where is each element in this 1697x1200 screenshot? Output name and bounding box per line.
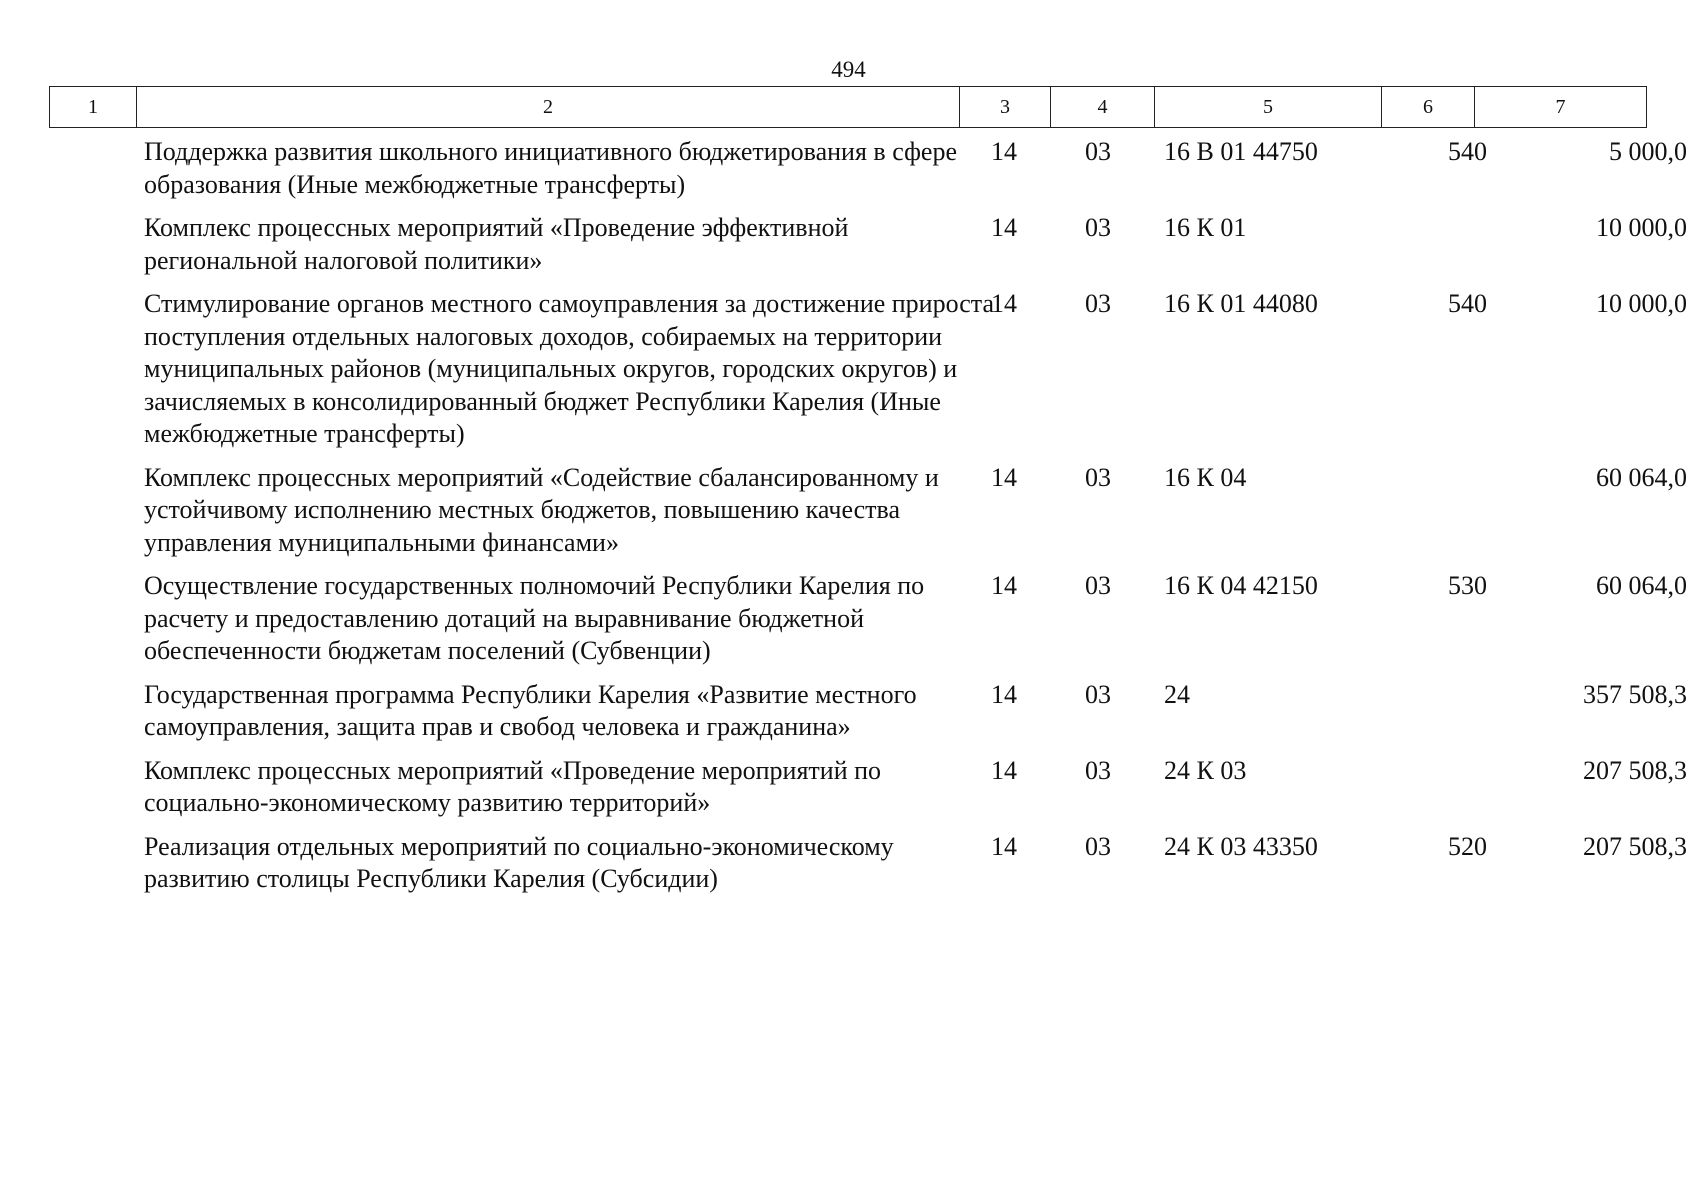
row-description: Комплекс процессных мероприятий «Проведение эффективной региональной налоговой политики» xyxy=(144,213,849,275)
row-subsection-code: 03 xyxy=(1085,289,1111,318)
row-target-article: 16 К 01 44080 xyxy=(1164,289,1318,318)
row-expense-type: 540 xyxy=(1448,137,1487,166)
row-target-article: 16 К 01 xyxy=(1164,213,1247,242)
header-col-7: 7 xyxy=(1475,87,1647,128)
header-col-2: 2 xyxy=(137,87,960,128)
row-target-article: 16 К 04 42150 xyxy=(1164,571,1318,600)
row-target-article: 16 В 01 44750 xyxy=(1164,137,1318,166)
row-amount: 207 508,3 xyxy=(1583,831,1687,861)
row-section-code: 14 xyxy=(991,462,1017,492)
row-description: Комплекс процессных мероприятий «Проведение мероприятий по социально-экономическому развитию территорий» xyxy=(144,755,882,817)
budget-table-body xyxy=(49,136,1687,907)
row-amount: 60 064,0 xyxy=(1596,462,1687,492)
row-subsection-code: 03 xyxy=(1085,571,1111,600)
table-row xyxy=(49,136,1687,212)
table-row xyxy=(49,831,1687,907)
row-subsection-code: 03 xyxy=(1085,137,1111,166)
row-target-article: 24 xyxy=(1164,679,1190,709)
row-target-article: 16 К 04 xyxy=(1164,462,1247,492)
row-section-code: 14 xyxy=(991,213,1017,242)
row-amount: 60 064,0 xyxy=(1596,571,1687,600)
row-amount: 207 508,3 xyxy=(1583,755,1687,785)
row-description: Государственная программа Республики Карелия «Развитие местного самоуправления, защита прав и свобод человека и гражданина» xyxy=(144,679,917,741)
row-description: Осуществление государственных полномочий Республики Карелия по расчету и предоставлению дотаций на выравнивание бюджетной обеспеченности бюджетам поселений (Субвенции) xyxy=(144,571,925,665)
row-description: Реализация отдельных мероприятий по социально-экономическому развитию столицы Республики Карелия (Субсидии) xyxy=(144,831,894,893)
row-section-code: 14 xyxy=(991,571,1017,600)
row-subsection-code: 03 xyxy=(1085,755,1111,785)
row-subsection-code: 03 xyxy=(1085,831,1111,861)
column-number-header xyxy=(49,86,1647,128)
row-section-code: 14 xyxy=(991,755,1017,785)
row-amount: 357 508,3 xyxy=(1583,679,1687,709)
table-row xyxy=(49,679,1687,755)
header-col-3: 3 xyxy=(960,87,1051,128)
row-amount: 10 000,0 xyxy=(1596,289,1687,318)
row-section-code: 14 xyxy=(991,679,1017,709)
row-target-article: 24 К 03 43350 xyxy=(1164,831,1318,861)
table-row xyxy=(49,288,1687,462)
row-section-code: 14 xyxy=(991,137,1017,166)
table-row xyxy=(49,212,1687,288)
row-section-code: 14 xyxy=(991,831,1017,861)
row-description: Комплекс процессных мероприятий «Содействие сбалансированному и устойчивому исполнению местных бюджетов, повышению качества управления муниципальными финансами» xyxy=(144,462,939,557)
row-amount: 5 000,0 xyxy=(1609,137,1687,166)
table-row xyxy=(49,755,1687,831)
row-expense-type: 520 xyxy=(1448,831,1487,861)
page-number: 494 xyxy=(831,57,866,82)
row-subsection-code: 03 xyxy=(1085,462,1111,492)
row-subsection-code: 03 xyxy=(1085,679,1111,709)
header-col-4: 4 xyxy=(1051,87,1155,128)
row-expense-type: 530 xyxy=(1448,571,1487,600)
table-row xyxy=(49,570,1687,679)
row-target-article: 24 К 03 xyxy=(1164,755,1247,785)
header-col-5: 5 xyxy=(1155,87,1382,128)
row-description: Поддержка развития школьного инициативного бюджетирования в сфере образования (Иные межбюджетные трансферты) xyxy=(144,137,957,199)
row-description: Стимулирование органов местного самоуправления за достижение прироста поступления отдельных налоговых доходов, собираемых на территории муниципальных районов (муниципальных округов, городских округов) и зачисляемых в консолидированный бюджет Республики Карелия (Иные межбюджетные трансферты) xyxy=(144,289,995,448)
table-row xyxy=(49,462,1687,571)
header-col-6: 6 xyxy=(1382,87,1475,128)
row-amount: 10 000,0 xyxy=(1596,213,1687,242)
row-subsection-code: 03 xyxy=(1085,213,1111,242)
row-expense-type: 540 xyxy=(1448,289,1487,318)
header-col-1: 1 xyxy=(50,87,137,128)
row-section-code: 14 xyxy=(991,289,1017,318)
header-row xyxy=(50,87,1647,128)
